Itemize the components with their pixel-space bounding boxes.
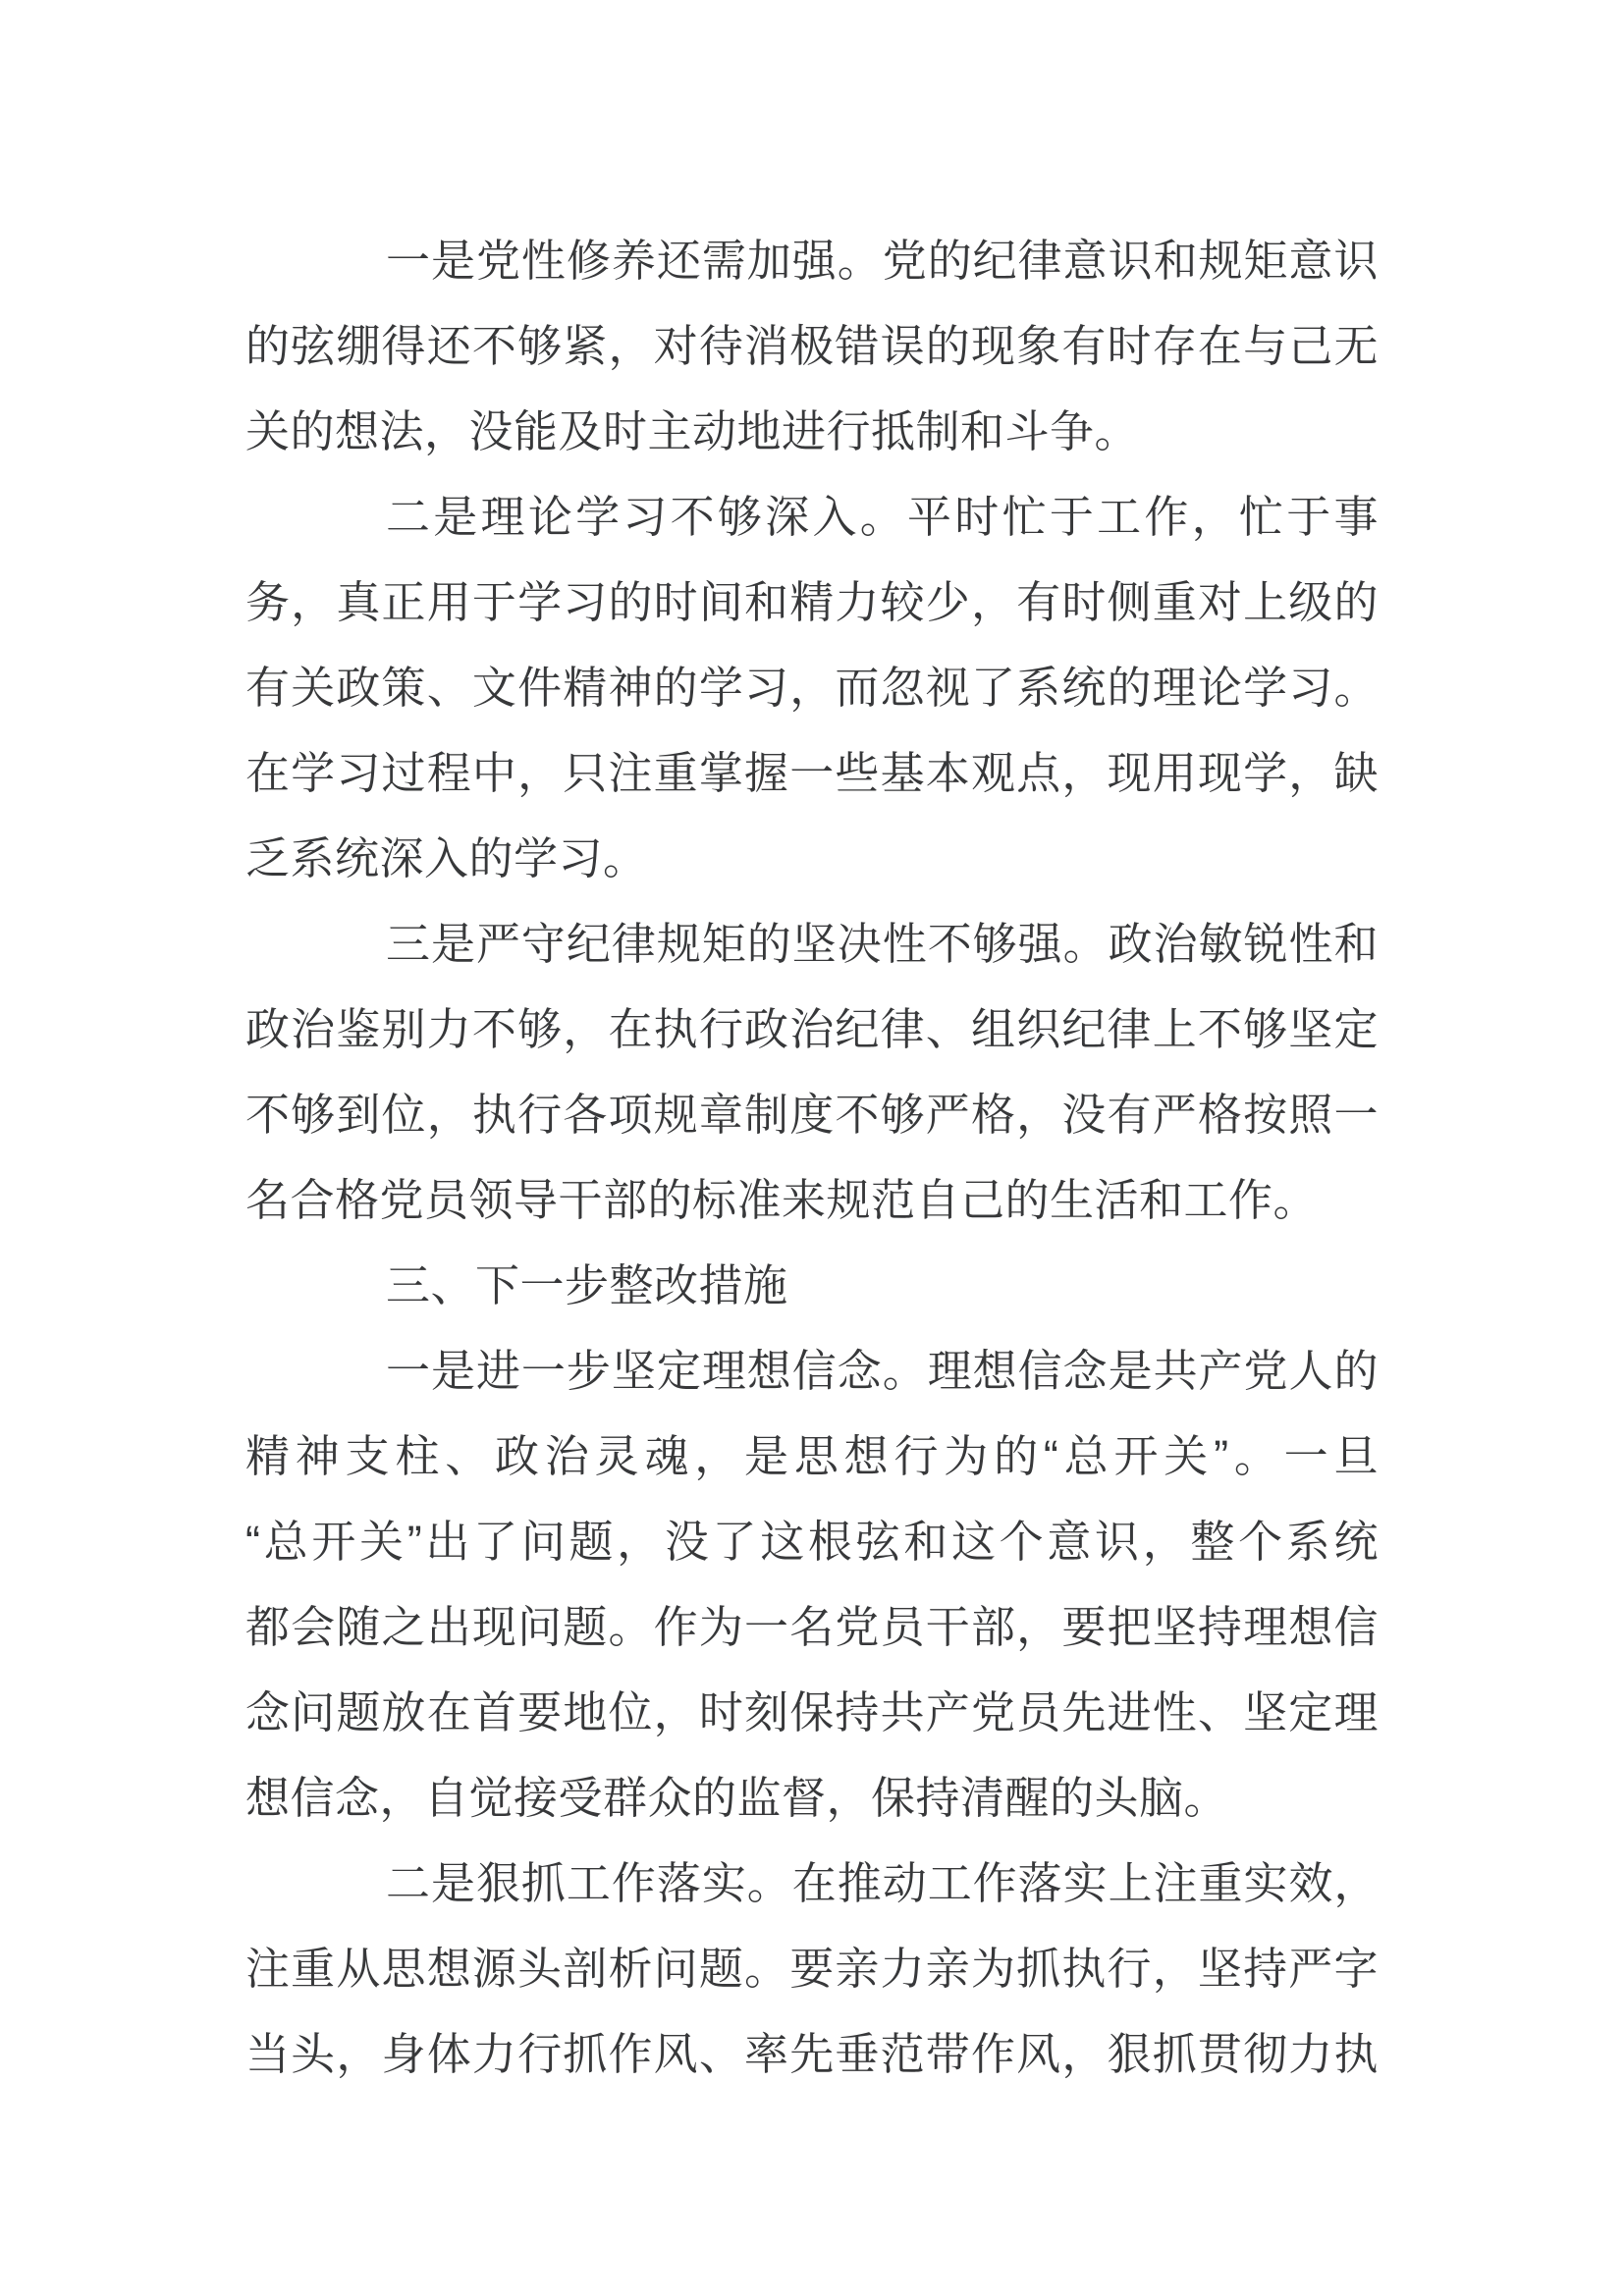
text-line: 一是进一步坚定理想信念。理想信念是共产党人的	[386, 1346, 1379, 1396]
text-line: 都会随之出现问题。作为一名党员干部，要把坚持理想信	[245, 1602, 1379, 1652]
text-line: 精神支柱、政治灵魂，是思想行为的“总开关”。一旦	[245, 1431, 1379, 1481]
text-line: 注重从思想源头剖析问题。要亲力亲为抓执行，坚持严字	[245, 1944, 1379, 1994]
text-line: 念问题放在首要地位，时刻保持共产党员先进性、坚定理	[245, 1687, 1379, 1737]
text-line: 一是党性修养还需加强。党的纪律意识和规矩意识	[386, 236, 1379, 286]
paragraph-shortcoming-1	[245, 218, 1379, 474]
text-line: 二是理论学习不够深入。平时忙于工作，忙于事	[386, 492, 1379, 542]
text-line: 的弦绷得还不够紧，对待消极错误的现象有时存在与己无	[245, 321, 1379, 371]
text-line: “总开关”出了问题，没了这根弦和这个意识，整个系统	[245, 1517, 1379, 1567]
document-body	[245, 218, 1379, 2097]
text-line: 当头，身体力行抓作风、率先垂范带作风，狠抓贯彻力执	[245, 2029, 1379, 2079]
text-line: 想信念，自觉接受群众的监督，保持清醒的头脑。	[245, 1773, 1229, 1823]
text-line: 有关政策、文件精神的学习，而忽视了系统的理论学习。	[245, 663, 1379, 713]
paragraph-shortcoming-2	[245, 474, 1379, 901]
text-line: 务，真正用于学习的时间和精力较少，有时侧重对上级的	[245, 577, 1379, 627]
text-line: 三、下一步整改措施	[386, 1260, 788, 1310]
text-line: 在学习过程中，只注重掌握一些基本观点，现用现学，缺	[245, 748, 1379, 798]
paragraph-measure-2	[245, 1841, 1379, 2097]
text-line: 政治鉴别力不够，在执行政治纪律、组织纪律上不够坚定	[245, 1004, 1379, 1054]
text-line: 名合格党员领导干部的标准来规范自己的生活和工作。	[245, 1175, 1319, 1225]
heading-section-3	[245, 1243, 1379, 1328]
text-line: 关的想法，没能及时主动地进行抵制和斗争。	[245, 406, 1140, 456]
text-line: 二是狠抓工作落实。在推动工作落实上注重实效，	[386, 1858, 1379, 1908]
paragraph-shortcoming-3	[245, 901, 1379, 1243]
paragraph-measure-1	[245, 1328, 1379, 1841]
text-line: 不够到位，执行各项规章制度不够严格，没有严格按照一	[245, 1090, 1379, 1140]
text-line: 三是严守纪律规矩的坚决性不够强。政治敏锐性和	[386, 919, 1379, 969]
text-line: 乏系统深入的学习。	[245, 833, 648, 883]
